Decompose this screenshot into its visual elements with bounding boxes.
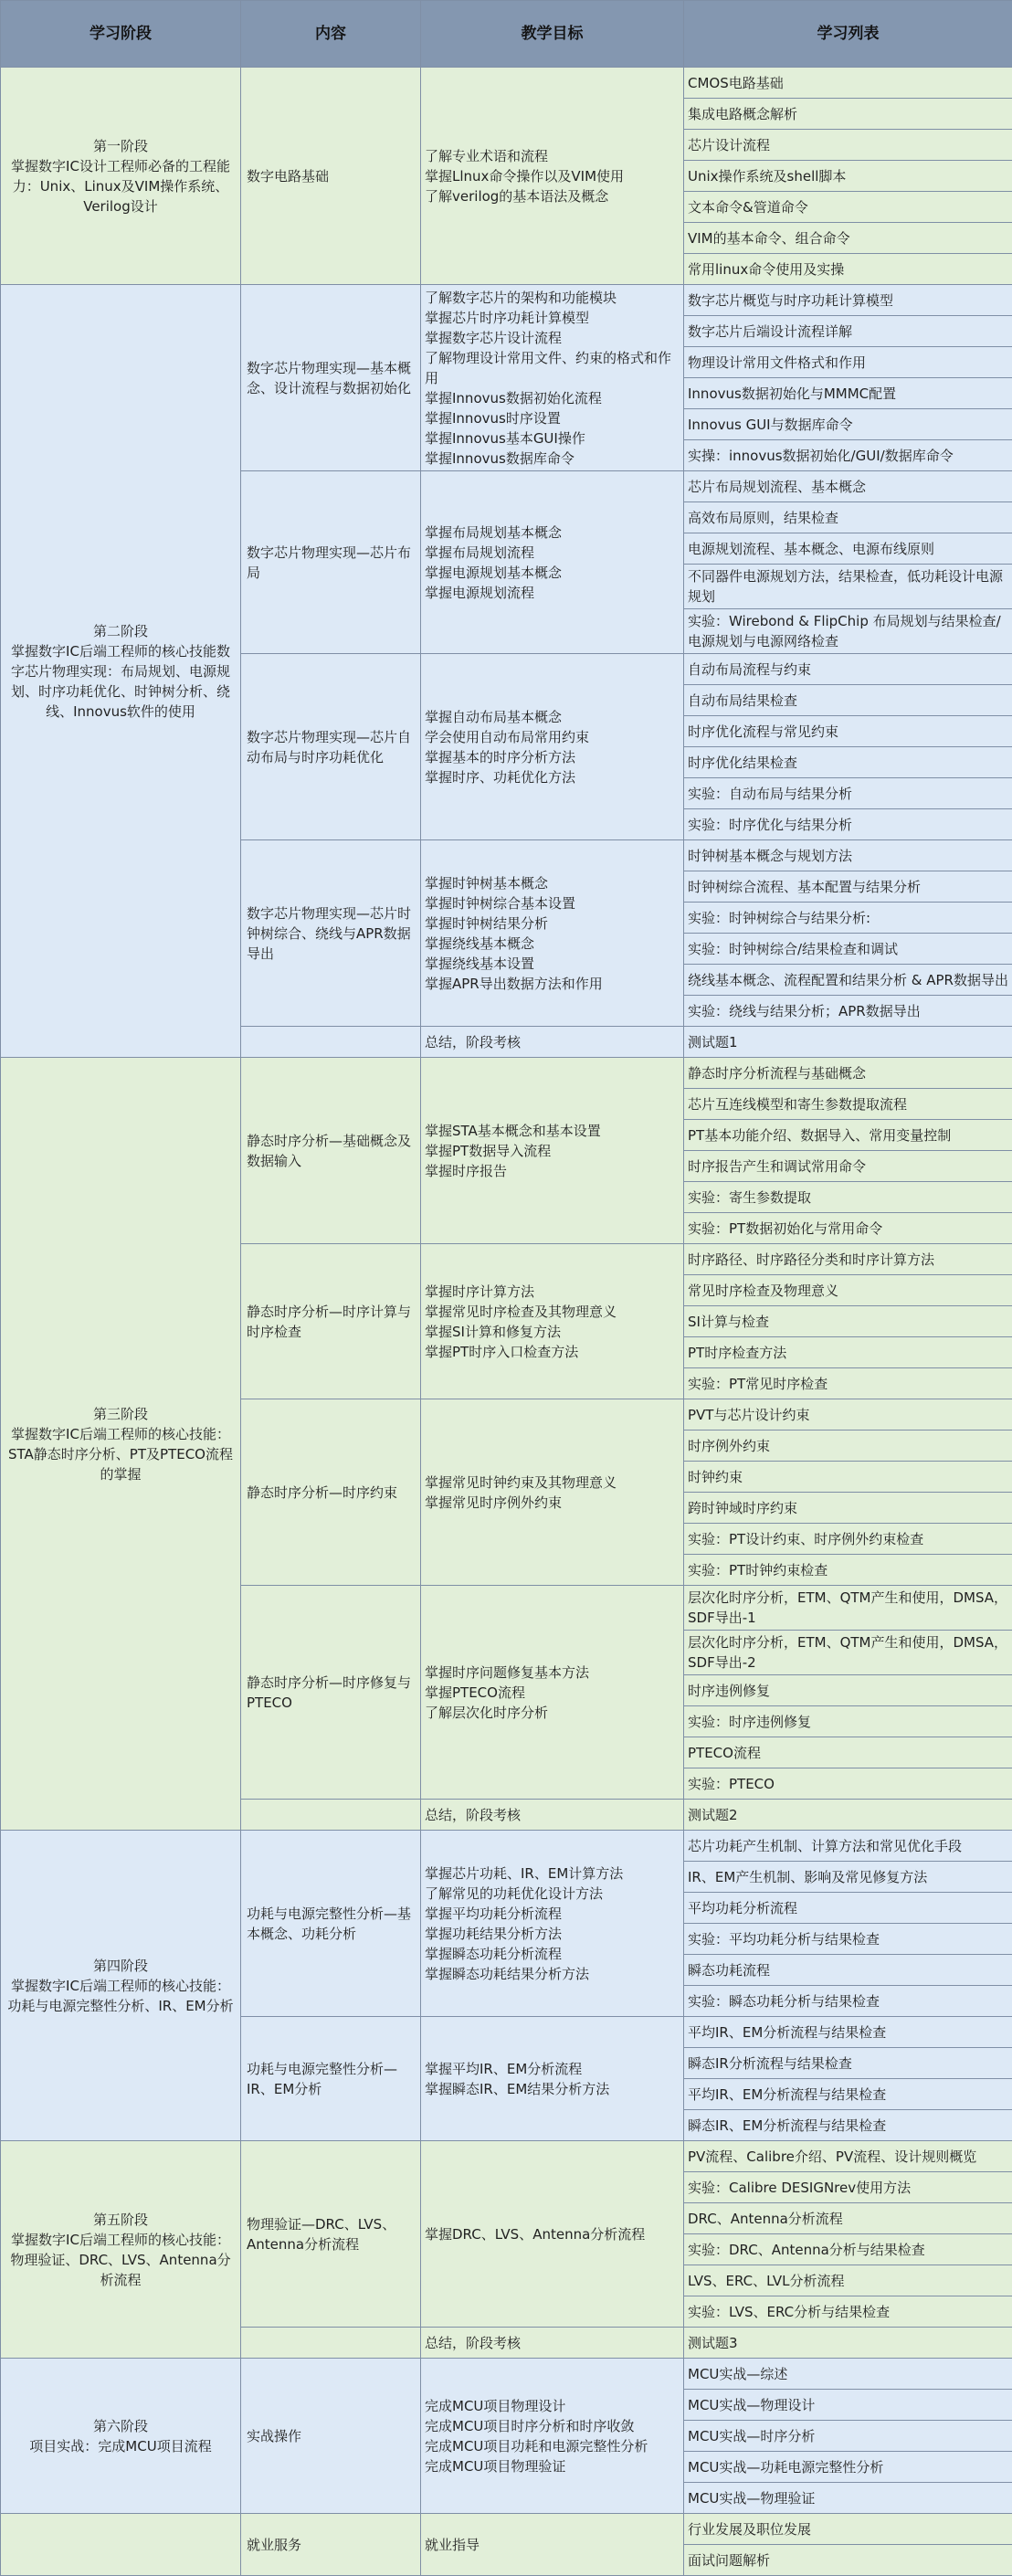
content-cell: 功耗与电源完整性分析—IR、EM分析	[241, 2017, 421, 2141]
goal-cell: 掌握平均IR、EM分析流程 掌握瞬态IR、EM结果分析方法	[421, 2017, 684, 2141]
list-item: Innovus GUI与数据库命令	[684, 409, 1012, 440]
stage-cell	[1, 2514, 241, 2576]
list-item: 实验：时钟树综合/结果检查和调试	[684, 934, 1012, 965]
stage-cell	[1, 1058, 241, 1831]
list-item: 时钟树综合流程、基本配置与结果分析	[684, 871, 1012, 903]
header-content: 内容	[241, 1, 421, 68]
table-row	[1, 2141, 1012, 2172]
list-item: MCU实战—综述	[684, 2359, 1012, 2390]
list-item: 集成电路概念解析	[684, 99, 1012, 130]
list-item: 实验：PTECO	[684, 1768, 1012, 1800]
summary-item: 测试题2	[684, 1800, 1012, 1831]
list-item: PT基本功能介绍、数据导入、常用变量控制	[684, 1120, 1012, 1151]
stage-cell	[1, 2141, 241, 2359]
goal-cell: 了解数字芯片的架构和功能模块 掌握芯片时序功耗计算模型 掌握数字芯片设计流程 了解物理设计常用文件、约束的格式和作用 掌握Innovus数据初始化流程 掌握Innovus时序设置 掌握Innovus基本GUI操作 掌握Innovus数据库命令	[421, 285, 684, 471]
content-cell: 数字芯片物理实现—芯片时钟树综合、绕线与APR数据导出	[241, 840, 421, 1027]
summary-content-cell	[241, 2328, 421, 2359]
list-item: 高效布局原则，结果检查	[684, 502, 1012, 533]
list-item: 实验：时序优化与结果分析	[684, 809, 1012, 840]
goal-cell: 掌握时序计算方法 掌握常见时序检查及其物理意义 掌握SI计算和修复方法 掌握PT时序入口检查方法	[421, 1244, 684, 1399]
content-cell: 数字芯片物理实现—基本概念、设计流程与数据初始化	[241, 285, 421, 471]
stage-title: 第二阶段	[6, 621, 235, 641]
goal-cell: 掌握自动布局基本概念 学会使用自动布局常用约束 掌握基本的时序分析方法 掌握时序、功耗优化方法	[421, 654, 684, 840]
table-row	[1, 1058, 1012, 1089]
stage-title: 第六阶段	[6, 2416, 235, 2436]
goal-cell: 完成MCU项目物理设计 完成MCU项目时序分析和时序收敛 完成MCU项目功耗和电源完整性分析 完成MCU项目物理验证	[421, 2359, 684, 2514]
list-item: Unix操作系统及shell脚本	[684, 161, 1012, 192]
list-item: 电源规划流程、基本概念、电源布线原则	[684, 533, 1012, 565]
summary-item: 测试题3	[684, 2328, 1012, 2359]
list-item: 实操：innovus数据初始化/GUI/数据库命令	[684, 440, 1012, 471]
list-item: 实验：寄生参数提取	[684, 1182, 1012, 1213]
list-item: PT时序检查方法	[684, 1337, 1012, 1368]
goal-cell: 掌握时序问题修复基本方法 掌握PTECO流程 了解层次化时序分析	[421, 1586, 684, 1800]
list-item: 物理设计常用文件格式和作用	[684, 347, 1012, 378]
list-item: 实验：平均功耗分析与结果检查	[684, 1924, 1012, 1955]
content-cell: 实战操作	[241, 2359, 421, 2514]
list-item: 时序例外约束	[684, 1431, 1012, 1462]
list-item: 芯片互连线模型和寄生参数提取流程	[684, 1089, 1012, 1120]
list-item: 实验：时序违例修复	[684, 1706, 1012, 1737]
goal-cell: 掌握STA基本概念和基本设置 掌握PT数据导入流程 掌握时序报告	[421, 1058, 684, 1244]
list-item: 时序违例修复	[684, 1675, 1012, 1706]
table-row	[1, 2359, 1012, 2390]
stage-description: 掌握数字IC设计工程师必备的工程能力：Unix、Linux及VIM操作系统、Verilog设计	[6, 156, 235, 216]
table-row	[1, 2514, 1012, 2545]
content-cell: 静态时序分析—基础概念及数据输入	[241, 1058, 421, 1244]
stage-cell	[1, 285, 241, 1058]
list-item: MCU实战—时序分析	[684, 2421, 1012, 2452]
list-item: MCU实战—物理验证	[684, 2483, 1012, 2514]
list-item: 时序路径、时序路径分类和时序计算方法	[684, 1244, 1012, 1275]
list-item: 层次化时序分析，ETM、QTM产生和使用，DMSA，SDF导出-2	[684, 1631, 1012, 1675]
goal-cell: 掌握布局规划基本概念 掌握布局规划流程 掌握电源规划基本概念 掌握电源规划流程	[421, 471, 684, 654]
list-item: 面试问题解析	[684, 2545, 1012, 2576]
list-item: SI计算与检查	[684, 1306, 1012, 1337]
list-item: LVS、ERC、LVL分析流程	[684, 2265, 1012, 2296]
list-item: 数字芯片概览与时序功耗计算模型	[684, 285, 1012, 316]
list-item: 时序优化结果检查	[684, 747, 1012, 778]
summary-goal: 总结，阶段考核	[421, 1800, 684, 1831]
content-cell: 就业服务	[241, 2514, 421, 2576]
list-item: 实验：自动布局与结果分析	[684, 778, 1012, 809]
list-item: 常用linux命令使用及实操	[684, 254, 1012, 285]
list-item: PVT与芯片设计约束	[684, 1399, 1012, 1431]
summary-item: 测试题1	[684, 1027, 1012, 1058]
list-item: MCU实战—物理设计	[684, 2390, 1012, 2421]
content-cell: 物理验证—DRC、LVS、Antenna分析流程	[241, 2141, 421, 2328]
header-items: 学习列表	[684, 1, 1012, 68]
list-item: 实验：PT数据初始化与常用命令	[684, 1213, 1012, 1244]
list-item: 文本命令&管道命令	[684, 192, 1012, 223]
list-item: 实验：DRC、Antenna分析与结果检查	[684, 2234, 1012, 2265]
list-item: 芯片布局规划流程、基本概念	[684, 471, 1012, 502]
table-row	[1, 285, 1012, 316]
list-item: 自动布局流程与约束	[684, 654, 1012, 685]
list-item: 实验：Calibre DESIGNrev使用方法	[684, 2172, 1012, 2203]
list-item: 瞬态IR分析流程与结果检查	[684, 2048, 1012, 2079]
table-row	[1, 1831, 1012, 1862]
stage-title: 第三阶段	[6, 1404, 235, 1424]
list-item: CMOS电路基础	[684, 68, 1012, 99]
list-item: 实验：时钟树综合与结果分析:	[684, 903, 1012, 934]
stage-title: 第四阶段	[6, 1956, 235, 1976]
list-item: 实验：Wirebond & FlipChip 布局规划与结果检查/电源规划与电源网络检查	[684, 609, 1012, 654]
content-cell: 功耗与电源完整性分析—基本概念、功耗分析	[241, 1831, 421, 2017]
list-item: 数字芯片后端设计流程详解	[684, 316, 1012, 347]
stage-description: 项目实战：完成MCU项目流程	[6, 2436, 235, 2456]
list-item: 静态时序分析流程与基础概念	[684, 1058, 1012, 1089]
list-item: 时序报告产生和调试常用命令	[684, 1151, 1012, 1182]
list-item: 层次化时序分析，ETM、QTM产生和使用，DMSA，SDF导出-1	[684, 1586, 1012, 1631]
goal-cell: 掌握芯片功耗、IR、EM计算方法 了解常见的功耗优化设计方法 掌握平均功耗分析流程 掌握功耗结果分析方法 掌握瞬态功耗分析流程 掌握瞬态功耗结果分析方法	[421, 1831, 684, 2017]
header-goal: 教学目标	[421, 1, 684, 68]
content-cell: 数字芯片物理实现—芯片自动布局与时序功耗优化	[241, 654, 421, 840]
list-item: 时钟约束	[684, 1462, 1012, 1493]
goal-cell: 就业指导	[421, 2514, 684, 2576]
header-row	[1, 1, 1012, 68]
summary-content-cell	[241, 1027, 421, 1058]
list-item: PV流程、Calibre介绍、PV流程、设计规则概览	[684, 2141, 1012, 2172]
goal-cell: 了解专业术语和流程 掌握Llnux命令操作以及VIM使用 了解verilog的基本语法及概念	[421, 68, 684, 285]
content-cell: 数字电路基础	[241, 68, 421, 285]
stage-title: 第五阶段	[6, 2210, 235, 2230]
summary-goal: 总结，阶段考核	[421, 2328, 684, 2359]
stage-cell	[1, 1831, 241, 2141]
list-item: 实验：PT时钟约束检查	[684, 1555, 1012, 1586]
list-item: DRC、Antenna分析流程	[684, 2203, 1012, 2234]
content-cell: 静态时序分析—时序约束	[241, 1399, 421, 1586]
list-item: 平均IR、EM分析流程与结果检查	[684, 2079, 1012, 2110]
list-item: 芯片设计流程	[684, 130, 1012, 161]
stage-description: 掌握数字IC后端工程师的核心技能：STA静态时序分析、PT及PTECO流程的掌握	[6, 1424, 235, 1484]
list-item: VIM的基本命令、组合命令	[684, 223, 1012, 254]
goal-cell: 掌握时钟树基本概念 掌握时钟树综合基本设置 掌握时钟树结果分析 掌握绕线基本概念 掌握绕线基本设置 掌握APR导出数据方法和作用	[421, 840, 684, 1027]
list-item: 绕线基本概念、流程配置和结果分析 & APR数据导出	[684, 965, 1012, 996]
list-item: 实验：绕线与结果分析；APR数据导出	[684, 996, 1012, 1027]
list-item: 实验：PT设计约束、时序例外约束检查	[684, 1524, 1012, 1555]
stage-cell	[1, 68, 241, 285]
summary-content-cell	[241, 1800, 421, 1831]
summary-goal: 总结，阶段考核	[421, 1027, 684, 1058]
list-item: 平均功耗分析流程	[684, 1893, 1012, 1924]
goal-cell: 掌握DRC、LVS、Antenna分析流程	[421, 2141, 684, 2328]
header-stage: 学习阶段	[1, 1, 241, 68]
table-row	[1, 68, 1012, 99]
list-item: 实验：瞬态功耗分析与结果检查	[684, 1986, 1012, 2017]
stage-title: 第一阶段	[6, 136, 235, 156]
list-item: 不同器件电源规划方法，结果检查，低功耗设计电源规划	[684, 565, 1012, 609]
goal-cell: 掌握常见时钟约束及其物理意义 掌握常见时序例外约束	[421, 1399, 684, 1586]
list-item: 瞬态功耗流程	[684, 1955, 1012, 1986]
content-cell: 静态时序分析—时序修复与PTECO	[241, 1586, 421, 1800]
list-item: 平均IR、EM分析流程与结果检查	[684, 2017, 1012, 2048]
list-item: 自动布局结果检查	[684, 685, 1012, 716]
list-item: 实验：PT常见时序检查	[684, 1368, 1012, 1399]
stage-description: 掌握数字IC后端工程师的核心技能：物理验证、DRC、LVS、Antenna分析流程	[6, 2230, 235, 2290]
stage-description: 掌握数字IC后端工程师的核心技能数字芯片物理实现：布局规划、电源规划、时序功耗优化、时钟树分析、绕线、Innovus软件的使用	[6, 641, 235, 722]
content-cell: 数字芯片物理实现—芯片布局	[241, 471, 421, 654]
content-cell: 静态时序分析—时序计算与时序检查	[241, 1244, 421, 1399]
list-item: MCU实战—功耗电源完整性分析	[684, 2452, 1012, 2483]
list-item: 常见时序检查及物理意义	[684, 1275, 1012, 1306]
stage-cell	[1, 2359, 241, 2514]
list-item: 瞬态IR、EM分析流程与结果检查	[684, 2110, 1012, 2141]
list-item: PTECO流程	[684, 1737, 1012, 1768]
list-item: Innovus数据初始化与MMMC配置	[684, 378, 1012, 409]
stage-description: 掌握数字IC后端工程师的核心技能：功耗与电源完整性分析、IR、EM分析	[6, 1976, 235, 2016]
list-item: 时序优化流程与常见约束	[684, 716, 1012, 747]
list-item: 时钟树基本概念与规划方法	[684, 840, 1012, 871]
list-item: 实验：LVS、ERC分析与结果检查	[684, 2296, 1012, 2328]
list-item: 芯片功耗产生机制、计算方法和常见优化手段	[684, 1831, 1012, 1862]
list-item: IR、EM产生机制、影响及常见修复方法	[684, 1862, 1012, 1893]
list-item: 跨时钟域时序约束	[684, 1493, 1012, 1524]
list-item: 行业发展及职位发展	[684, 2514, 1012, 2545]
